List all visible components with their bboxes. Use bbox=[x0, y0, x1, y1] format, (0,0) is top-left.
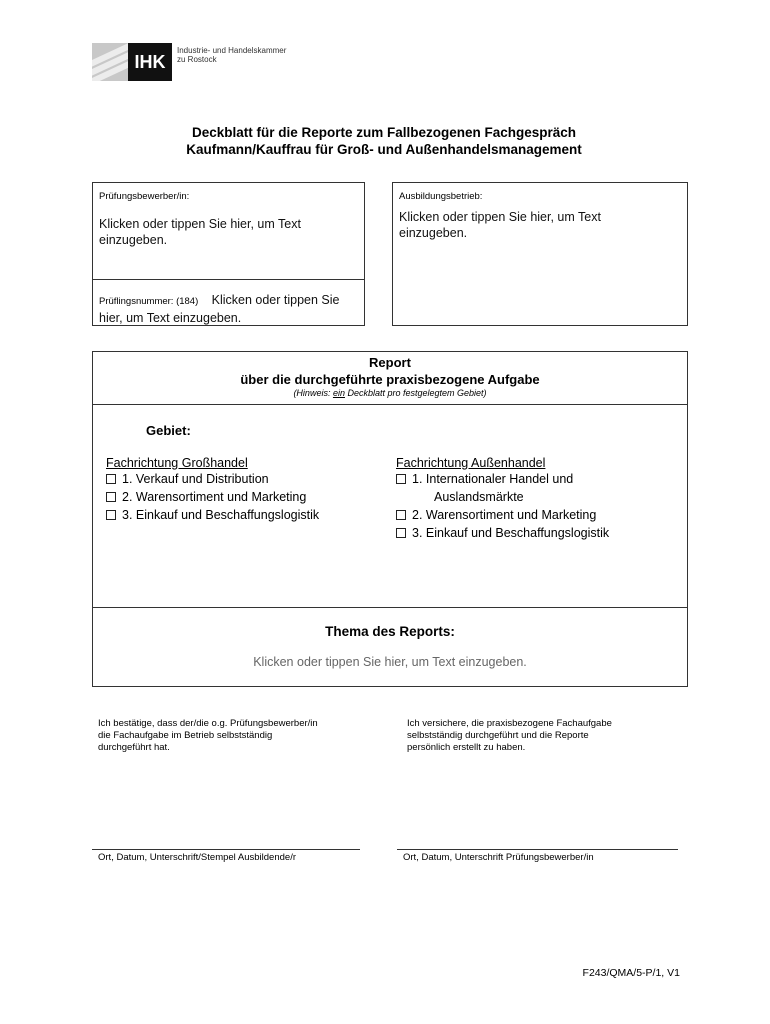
foreign-trade-option-1-label: 1. Internationaler Handel und bbox=[412, 472, 574, 486]
candidate-name-field[interactable]: Klicken oder tippen Sie hier, um Text einzugeben. bbox=[99, 217, 301, 247]
company-label: Ausbildungsbetrieb: bbox=[399, 191, 483, 202]
trainer-confirmation-line2: die Fachaufgabe im Betrieb selbstständig bbox=[98, 730, 273, 741]
report-title-line2: über die durchgeführte praxisbezogene Aufgabe bbox=[240, 372, 540, 387]
candidate-label: Prüfungsbewerber/in: bbox=[99, 191, 190, 202]
company-box bbox=[392, 182, 688, 326]
title-line1: Deckblatt für die Reporte zum Fallbezogenen Fachgespräch bbox=[191, 125, 577, 140]
theme-divider bbox=[93, 607, 687, 608]
checkbox-wholesale-3[interactable] bbox=[106, 510, 116, 520]
wholesale-heading: Fachrichtung Großhandel bbox=[106, 456, 248, 470]
theme-field[interactable]: Klicken oder tippen Sie hier, um Text einzugeben. bbox=[253, 655, 527, 669]
logo-line2: zu Rostock bbox=[177, 55, 217, 64]
theme-label: Thema des Reports: bbox=[325, 624, 455, 639]
foreign-trade-option-3-label: 3. Einkauf und Beschaffungslogistik bbox=[412, 526, 610, 540]
report-title-line1: Report bbox=[369, 355, 411, 370]
hint-pre: (Hinweis: bbox=[293, 388, 333, 398]
document-code: F243/QMA/5-P/1, V1 bbox=[582, 967, 680, 979]
candidate-divider bbox=[93, 279, 364, 280]
page-title bbox=[92, 124, 676, 158]
wholesale-option-2-label: 2. Warensortiment und Marketing bbox=[122, 490, 307, 504]
foreign-trade-option-1-cont-label: Auslandsmärkte bbox=[434, 490, 524, 504]
candidate-confirmation-line1: Ich versichere, die praxisbezogene Fachaufgabe bbox=[407, 718, 612, 729]
candidate-confirmation-line3: persönlich erstellt zu haben. bbox=[407, 742, 526, 753]
wholesale-option-1 bbox=[106, 470, 386, 488]
checkbox-foreign-3[interactable] bbox=[396, 528, 406, 538]
foreign-trade-option-1-cont bbox=[396, 488, 676, 506]
trainer-confirmation bbox=[98, 718, 378, 754]
checkbox-foreign-2[interactable] bbox=[396, 510, 406, 520]
candidate-signature-line[interactable] bbox=[397, 849, 678, 850]
candidate-confirmation bbox=[407, 718, 687, 754]
area-label: Gebiet: bbox=[146, 423, 191, 438]
wholesale-option-3-label: 3. Einkauf und Beschaffungslogistik bbox=[122, 508, 320, 522]
logo-abbr: IHK bbox=[128, 43, 172, 81]
report-box bbox=[92, 351, 688, 687]
candidate-confirmation-line2: selbstständig durchgeführt und die Reporte bbox=[407, 730, 589, 741]
wholesale-option-2 bbox=[106, 488, 386, 506]
candidate-number-field[interactable]: Klicken oder tippen Sie hier, um Text einzugeben. bbox=[99, 293, 340, 325]
logo-line1: Industrie- und Handelskammer bbox=[177, 46, 287, 55]
foreign-trade-heading: Fachrichtung Außenhandel bbox=[396, 456, 546, 470]
hint-post: Deckblatt pro festgelegtem Gebiet) bbox=[344, 388, 487, 398]
foreign-trade-column bbox=[396, 456, 676, 542]
wholesale-column bbox=[106, 456, 386, 524]
candidate-signature-label: Ort, Datum, Unterschrift Prüfungsbewerber/in bbox=[403, 852, 594, 863]
wholesale-option-3 bbox=[106, 506, 386, 524]
hint-underlined: ein bbox=[332, 388, 345, 398]
foreign-trade-option-2-label: 2. Warensortiment und Marketing bbox=[412, 508, 597, 522]
trainer-confirmation-line1: Ich bestätige, dass der/die o.g. Prüfungsbewerber/in bbox=[98, 718, 318, 729]
checkbox-wholesale-2[interactable] bbox=[106, 492, 116, 502]
trainer-confirmation-line3: durchgeführt hat. bbox=[98, 742, 170, 753]
candidate-number-label: Prüflingsnummer: (184) bbox=[99, 296, 199, 307]
report-header bbox=[93, 354, 687, 398]
foreign-trade-option-3 bbox=[396, 524, 676, 542]
report-header-divider bbox=[93, 404, 687, 405]
report-hint bbox=[93, 388, 687, 398]
logo-text bbox=[177, 46, 286, 64]
title-line2: Kaufmann/Kauffrau für Groß- und Außenhandelsmanagement bbox=[186, 142, 582, 157]
foreign-trade-option-1 bbox=[396, 470, 676, 488]
foreign-trade-option-2 bbox=[396, 506, 676, 524]
candidate-box bbox=[92, 182, 365, 326]
company-field[interactable]: Klicken oder tippen Sie hier, um Text einzugeben. bbox=[399, 210, 601, 240]
checkbox-wholesale-1[interactable] bbox=[106, 474, 116, 484]
candidate-number-row bbox=[99, 292, 361, 326]
checkbox-foreign-1[interactable] bbox=[396, 474, 406, 484]
wholesale-option-1-label: 1. Verkauf und Distribution bbox=[122, 472, 269, 486]
trainer-signature-line[interactable] bbox=[92, 849, 360, 850]
logo-graphic bbox=[92, 43, 128, 81]
trainer-signature-label: Ort, Datum, Unterschrift/Stempel Ausbildende/r bbox=[98, 852, 296, 863]
ihk-logo bbox=[92, 43, 172, 81]
